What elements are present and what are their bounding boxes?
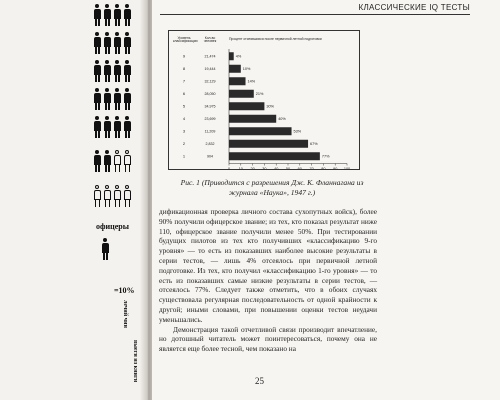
value-label: 21% xyxy=(255,92,264,97)
value-label: 10% xyxy=(242,67,251,72)
people-icons-row-2 xyxy=(92,32,136,59)
x-tick-label: 20 xyxy=(250,167,255,169)
person-icon xyxy=(93,116,102,138)
x-tick-label: 60 xyxy=(297,167,302,169)
person-icon xyxy=(123,88,132,110)
person-icon xyxy=(93,32,102,54)
body-text xyxy=(159,207,377,354)
people-icons-row-6 xyxy=(92,150,136,177)
value-label: 40% xyxy=(278,117,286,122)
count-label: 32,129 xyxy=(204,79,216,84)
label-vertical-2: выеги из книги xyxy=(132,340,138,383)
person-icon xyxy=(113,32,122,54)
category-label: 9 xyxy=(182,53,186,59)
bar xyxy=(229,140,308,148)
bar xyxy=(229,115,276,123)
category-label: 3 xyxy=(182,128,186,134)
paragraph-1: дификационная проверка личного состава сухопутных войск), более 90% получили офицерское звание; из тех, кто показал результат ниже 110, офицерское звание получили менее 50%. При тестировании будущих пилотов из тех кто получивших «классификацию 9-го уровня» — то есть из показавших наиболее высокие результаты в серии тестов, — лишь 4% отсеялось при первичной летной подготовке. Из тех, кто получил «классификацию 1-го уровня» — то есть из показавших самые низкие результаты в серии тестов, — отсеялось 77%. Следует также отметить, что в обоих случаях существовала регулярная последовательность от одной крайности к другой; иными словами, при повышении оценки тестов неудачи уменьшались. xyxy=(159,207,377,324)
bar xyxy=(229,90,254,98)
person-icon xyxy=(113,88,122,110)
count-label: 904 xyxy=(207,154,213,159)
x-tick-label: 10 xyxy=(238,167,243,169)
category-label: 4 xyxy=(182,116,186,122)
people-icons-row-7 xyxy=(92,185,136,212)
person-icon xyxy=(123,60,132,82)
x-tick-label: 90 xyxy=(333,167,338,169)
count-label: 19,444 xyxy=(204,67,216,72)
category-label: 8 xyxy=(182,66,186,72)
value-label: 77% xyxy=(321,154,330,159)
bar xyxy=(229,127,292,135)
person-icon xyxy=(103,4,112,26)
value-label: 4% xyxy=(235,54,242,59)
label-vertical-1: лечий чин xyxy=(122,300,128,328)
category-label: 5 xyxy=(182,103,186,109)
x-tick-label: 0 xyxy=(227,167,231,169)
running-head: КЛАССИЧЕСКИЕ IQ ТЕСТЫ xyxy=(358,3,470,12)
people-icons-row-4 xyxy=(92,88,136,115)
chart-title: Процент отсеявшихся после первичной летной подготовки xyxy=(229,37,322,41)
value-label: 14% xyxy=(247,79,256,84)
person-outline-icon xyxy=(103,185,112,207)
category-label: 6 xyxy=(182,91,186,97)
person-icon xyxy=(113,116,122,138)
bar-chart xyxy=(168,30,360,170)
person-icon xyxy=(93,4,102,26)
count-label: 23,699 xyxy=(204,117,216,122)
x-tick-label: 80 xyxy=(321,167,326,169)
header-rule xyxy=(160,14,470,15)
count-label: 28,050 xyxy=(204,92,216,97)
value-label: 53% xyxy=(293,129,302,134)
x-tick-label: 30 xyxy=(262,167,267,169)
person-icon xyxy=(113,4,122,26)
people-icons-row-3 xyxy=(92,60,136,87)
bar xyxy=(229,152,320,160)
person-icon xyxy=(103,88,112,110)
count-label: 21,474 xyxy=(204,54,216,59)
person-icon xyxy=(93,150,102,172)
column-header-level: Уровень классификации xyxy=(173,36,198,44)
person-icon xyxy=(123,4,132,26)
value-label: 67% xyxy=(310,142,318,147)
figure-caption: Рис. 1 (Приводится с разрешения Дж. К. Фланнагана из журнала «Наука», 1947 г.) xyxy=(180,178,364,197)
left-page xyxy=(0,0,150,400)
person-icon xyxy=(123,116,132,138)
bar xyxy=(229,102,264,110)
person-icon xyxy=(123,32,132,54)
bar xyxy=(229,65,241,73)
count-label: 34,975 xyxy=(204,104,216,109)
category-label: 2 xyxy=(182,141,186,147)
person-icon xyxy=(113,60,122,82)
legend-person-row xyxy=(100,238,144,265)
bar xyxy=(229,77,246,85)
label-percent: =10% xyxy=(114,286,135,295)
person-outline-icon xyxy=(123,150,132,172)
person-icon xyxy=(103,32,112,54)
chart-plot xyxy=(169,31,359,169)
person-outline-icon xyxy=(93,185,102,207)
page-number: 25 xyxy=(255,376,264,386)
person-outline-icon xyxy=(123,185,132,207)
value-label: 30% xyxy=(266,104,275,109)
person-icon xyxy=(103,60,112,82)
person-icon xyxy=(103,150,112,172)
person-icon xyxy=(93,60,102,82)
x-tick-label: 100 xyxy=(343,167,351,169)
person-outline-icon xyxy=(113,150,122,172)
person-icon xyxy=(101,238,110,260)
person-outline-icon xyxy=(113,185,122,207)
column-header-count: Кол-во человек xyxy=(203,36,217,44)
label-officers: офицеры xyxy=(96,222,129,231)
count-label: 11,209 xyxy=(204,129,216,134)
bar xyxy=(229,52,234,60)
person-icon xyxy=(93,88,102,110)
count-label: 2,832 xyxy=(205,142,215,147)
category-label: 7 xyxy=(182,78,186,84)
category-label: 1 xyxy=(182,153,186,159)
paragraph-2: Демонстрация такой отчетливой связи производит впечатление, но дотошный читатель может поинтересоваться, почему она не является еще более тесной, чем показано на xyxy=(159,324,377,354)
x-tick-label: 70 xyxy=(309,167,314,169)
people-icons-row-5 xyxy=(92,116,136,143)
x-tick-label: 50 xyxy=(285,167,291,169)
people-icons-row-1 xyxy=(92,4,136,31)
person-icon xyxy=(103,116,112,138)
x-tick-label: 40 xyxy=(274,167,279,169)
